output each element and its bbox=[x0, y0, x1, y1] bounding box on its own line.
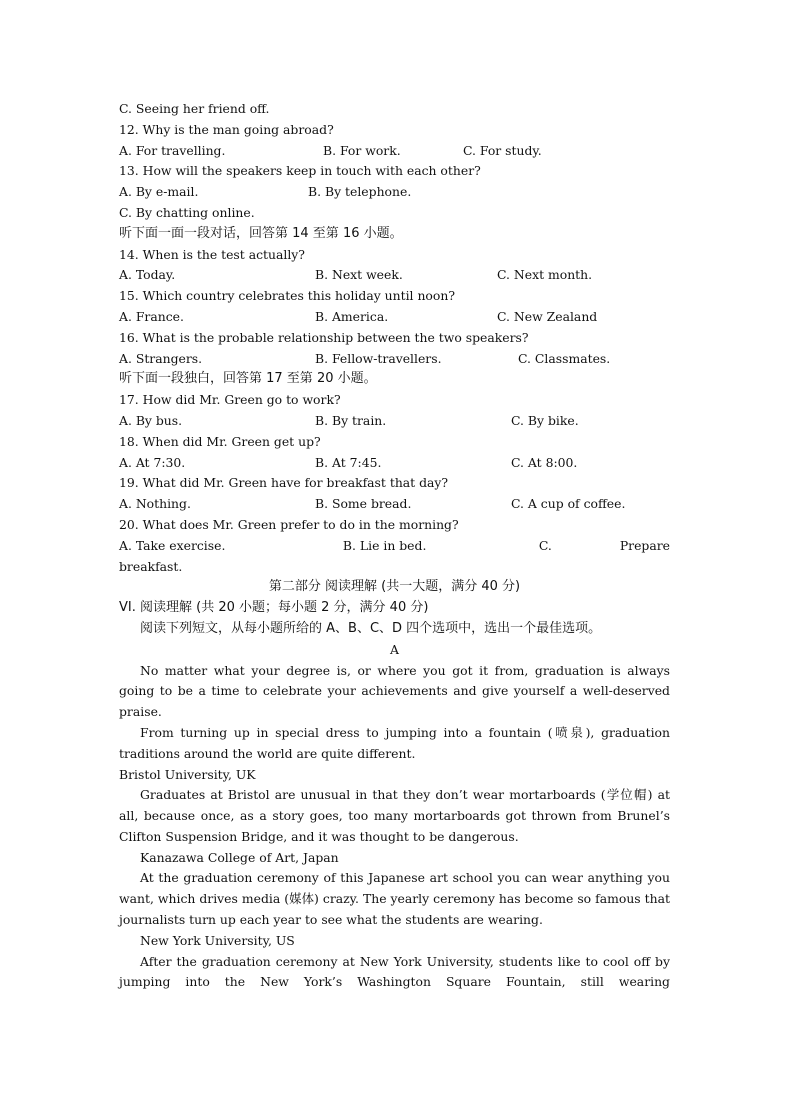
options-16 bbox=[119, 349, 670, 370]
options-15 bbox=[119, 307, 670, 328]
option-b: B. By train. bbox=[315, 412, 387, 428]
option-c: C. For study. bbox=[463, 142, 542, 158]
options-14 bbox=[119, 265, 670, 286]
option-b: B. At 7:45. bbox=[315, 454, 382, 470]
passage-paragraph bbox=[119, 661, 670, 723]
option-a: A. Strangers. bbox=[119, 350, 203, 366]
option-a: A. Today. bbox=[119, 267, 176, 283]
question-text: 19. What did Mr. Green have for breakfast that day? bbox=[119, 475, 449, 491]
option-c: C. Next month. bbox=[497, 267, 593, 283]
question-text: 12. Why is the man going abroad? bbox=[119, 121, 334, 137]
options-20 bbox=[119, 536, 670, 557]
question-text: 18. When did Mr. Green get up? bbox=[119, 433, 321, 449]
option-c: C. A cup of coffee. bbox=[511, 496, 626, 512]
option-b: B. Next week. bbox=[315, 267, 403, 283]
dialogue-instruction bbox=[119, 224, 670, 245]
option-b: B. Lie in bed. bbox=[342, 537, 427, 553]
option-a: A. Nothing. bbox=[119, 496, 191, 512]
option-a: A. By bus. bbox=[119, 412, 183, 428]
question-text: 20. What does Mr. Green prefer to do in the morning? bbox=[119, 516, 459, 532]
option-b: B. America. bbox=[315, 308, 389, 324]
paragraph-text: From turning up in special dress to jumping into a fountain (喷泉), graduation traditions around the world are quite different. bbox=[119, 724, 670, 761]
option-a: A. France. bbox=[119, 308, 184, 324]
option-c: C. At 8:00. bbox=[511, 454, 578, 470]
school-heading: Kanazawa College of Art, Japan bbox=[140, 849, 339, 865]
option-b: B. By telephone. bbox=[308, 184, 412, 200]
option-b: B. Fellow-travellers. bbox=[315, 350, 442, 366]
option-b: B. For work. bbox=[323, 142, 401, 158]
question-text: 14. When is the test actually? bbox=[119, 246, 305, 262]
question-text: 16. What is the probable relationship between the two speakers? bbox=[119, 329, 529, 345]
school-heading: New York University, US bbox=[140, 932, 295, 948]
option-a: A. For travelling. bbox=[119, 142, 226, 158]
option-a: A. Take exercise. bbox=[119, 537, 226, 553]
option-c-label: C. bbox=[538, 537, 552, 553]
section-heading: VI. 阅读理解 (共 20 小题；每小题 2 分，满分 40 分) bbox=[119, 600, 429, 616]
question-19 bbox=[119, 473, 670, 494]
options-20-cont bbox=[119, 557, 670, 578]
paragraph-text: Graduates at Bristol are unusual in that they don’t wear mortarboards (学位帽) at all, because once, as a story goes, too many mortarboards got thrown from Brunel’s Clifton Suspension Bridge, and it was thought to be dangerous. bbox=[119, 787, 670, 844]
question-18 bbox=[119, 432, 670, 453]
options-12 bbox=[119, 141, 670, 162]
paragraph-text: No matter what your degree is, or where you got it from, graduation is always going to be a time to celebrate your achievements and give yourself a well-deserved praise. bbox=[119, 662, 670, 720]
options-13 bbox=[119, 182, 670, 203]
option-text: C. Seeing her friend off. bbox=[119, 101, 270, 116]
passage-paragraph bbox=[119, 785, 670, 847]
question-15 bbox=[119, 286, 670, 307]
options-19 bbox=[119, 494, 670, 515]
instruction-text: 听下面一面一段对话，回答第 14 至第 16 小题。 bbox=[119, 225, 403, 241]
question-text: 15. Which country celebrates this holiday until noon? bbox=[119, 288, 455, 304]
option-a: A. By e-mail. bbox=[119, 184, 199, 200]
monologue-instruction bbox=[119, 369, 670, 390]
options-18 bbox=[119, 453, 670, 474]
option-c-text: Prepare bbox=[619, 537, 670, 553]
question-16 bbox=[119, 328, 670, 349]
option-c: C. By chatting online. bbox=[119, 204, 255, 220]
option-b: B. Some bread. bbox=[315, 496, 412, 512]
question-13 bbox=[119, 161, 670, 182]
paragraph-text: At the graduation ceremony of this Japanese art school you can wear anything you want, which drives media (媒体) crazy. The yearly ceremony has become so famous that journalists turn up each year to see what the students are wearing. bbox=[119, 870, 670, 928]
part-two-title: 第二部分 阅读理解 (共一大题，满分 40 分) bbox=[268, 579, 521, 595]
question-text: 13. How will the speakers keep in touch with each other? bbox=[119, 163, 481, 179]
option-c: C. New Zealand bbox=[497, 308, 598, 324]
passage-paragraph bbox=[119, 868, 670, 930]
option-c-text-cont: breakfast. bbox=[119, 558, 183, 574]
option-a: A. At 7:30. bbox=[119, 454, 186, 470]
reading-instruction: 阅读下列短文，从每小题所给的 A、B、C、D 四个选项中，选出一个最佳选项。 bbox=[140, 620, 602, 636]
passage-paragraph bbox=[119, 952, 670, 994]
option-c: C. By bike. bbox=[511, 412, 579, 428]
instruction-text: 听下面一段独白，回答第 17 至第 20 小题。 bbox=[119, 371, 377, 387]
option-line bbox=[119, 99, 670, 120]
paragraph-text: After the graduation ceremony at New York University, students like to cool off by jumping into the New York’s Washington Square Fountain, still wearing bbox=[119, 953, 670, 990]
options-13-c bbox=[119, 203, 670, 224]
question-17 bbox=[119, 390, 670, 411]
question-12 bbox=[119, 120, 670, 141]
option-c: C. Classmates. bbox=[518, 350, 611, 366]
passage-label: A bbox=[390, 641, 399, 657]
question-text: 17. How did Mr. Green go to work? bbox=[119, 392, 341, 408]
question-20 bbox=[119, 515, 670, 536]
school-heading: Bristol University, UK bbox=[119, 766, 256, 782]
options-17 bbox=[119, 411, 670, 432]
passage-paragraph bbox=[119, 723, 670, 765]
question-14 bbox=[119, 245, 670, 266]
exam-page bbox=[119, 99, 670, 993]
